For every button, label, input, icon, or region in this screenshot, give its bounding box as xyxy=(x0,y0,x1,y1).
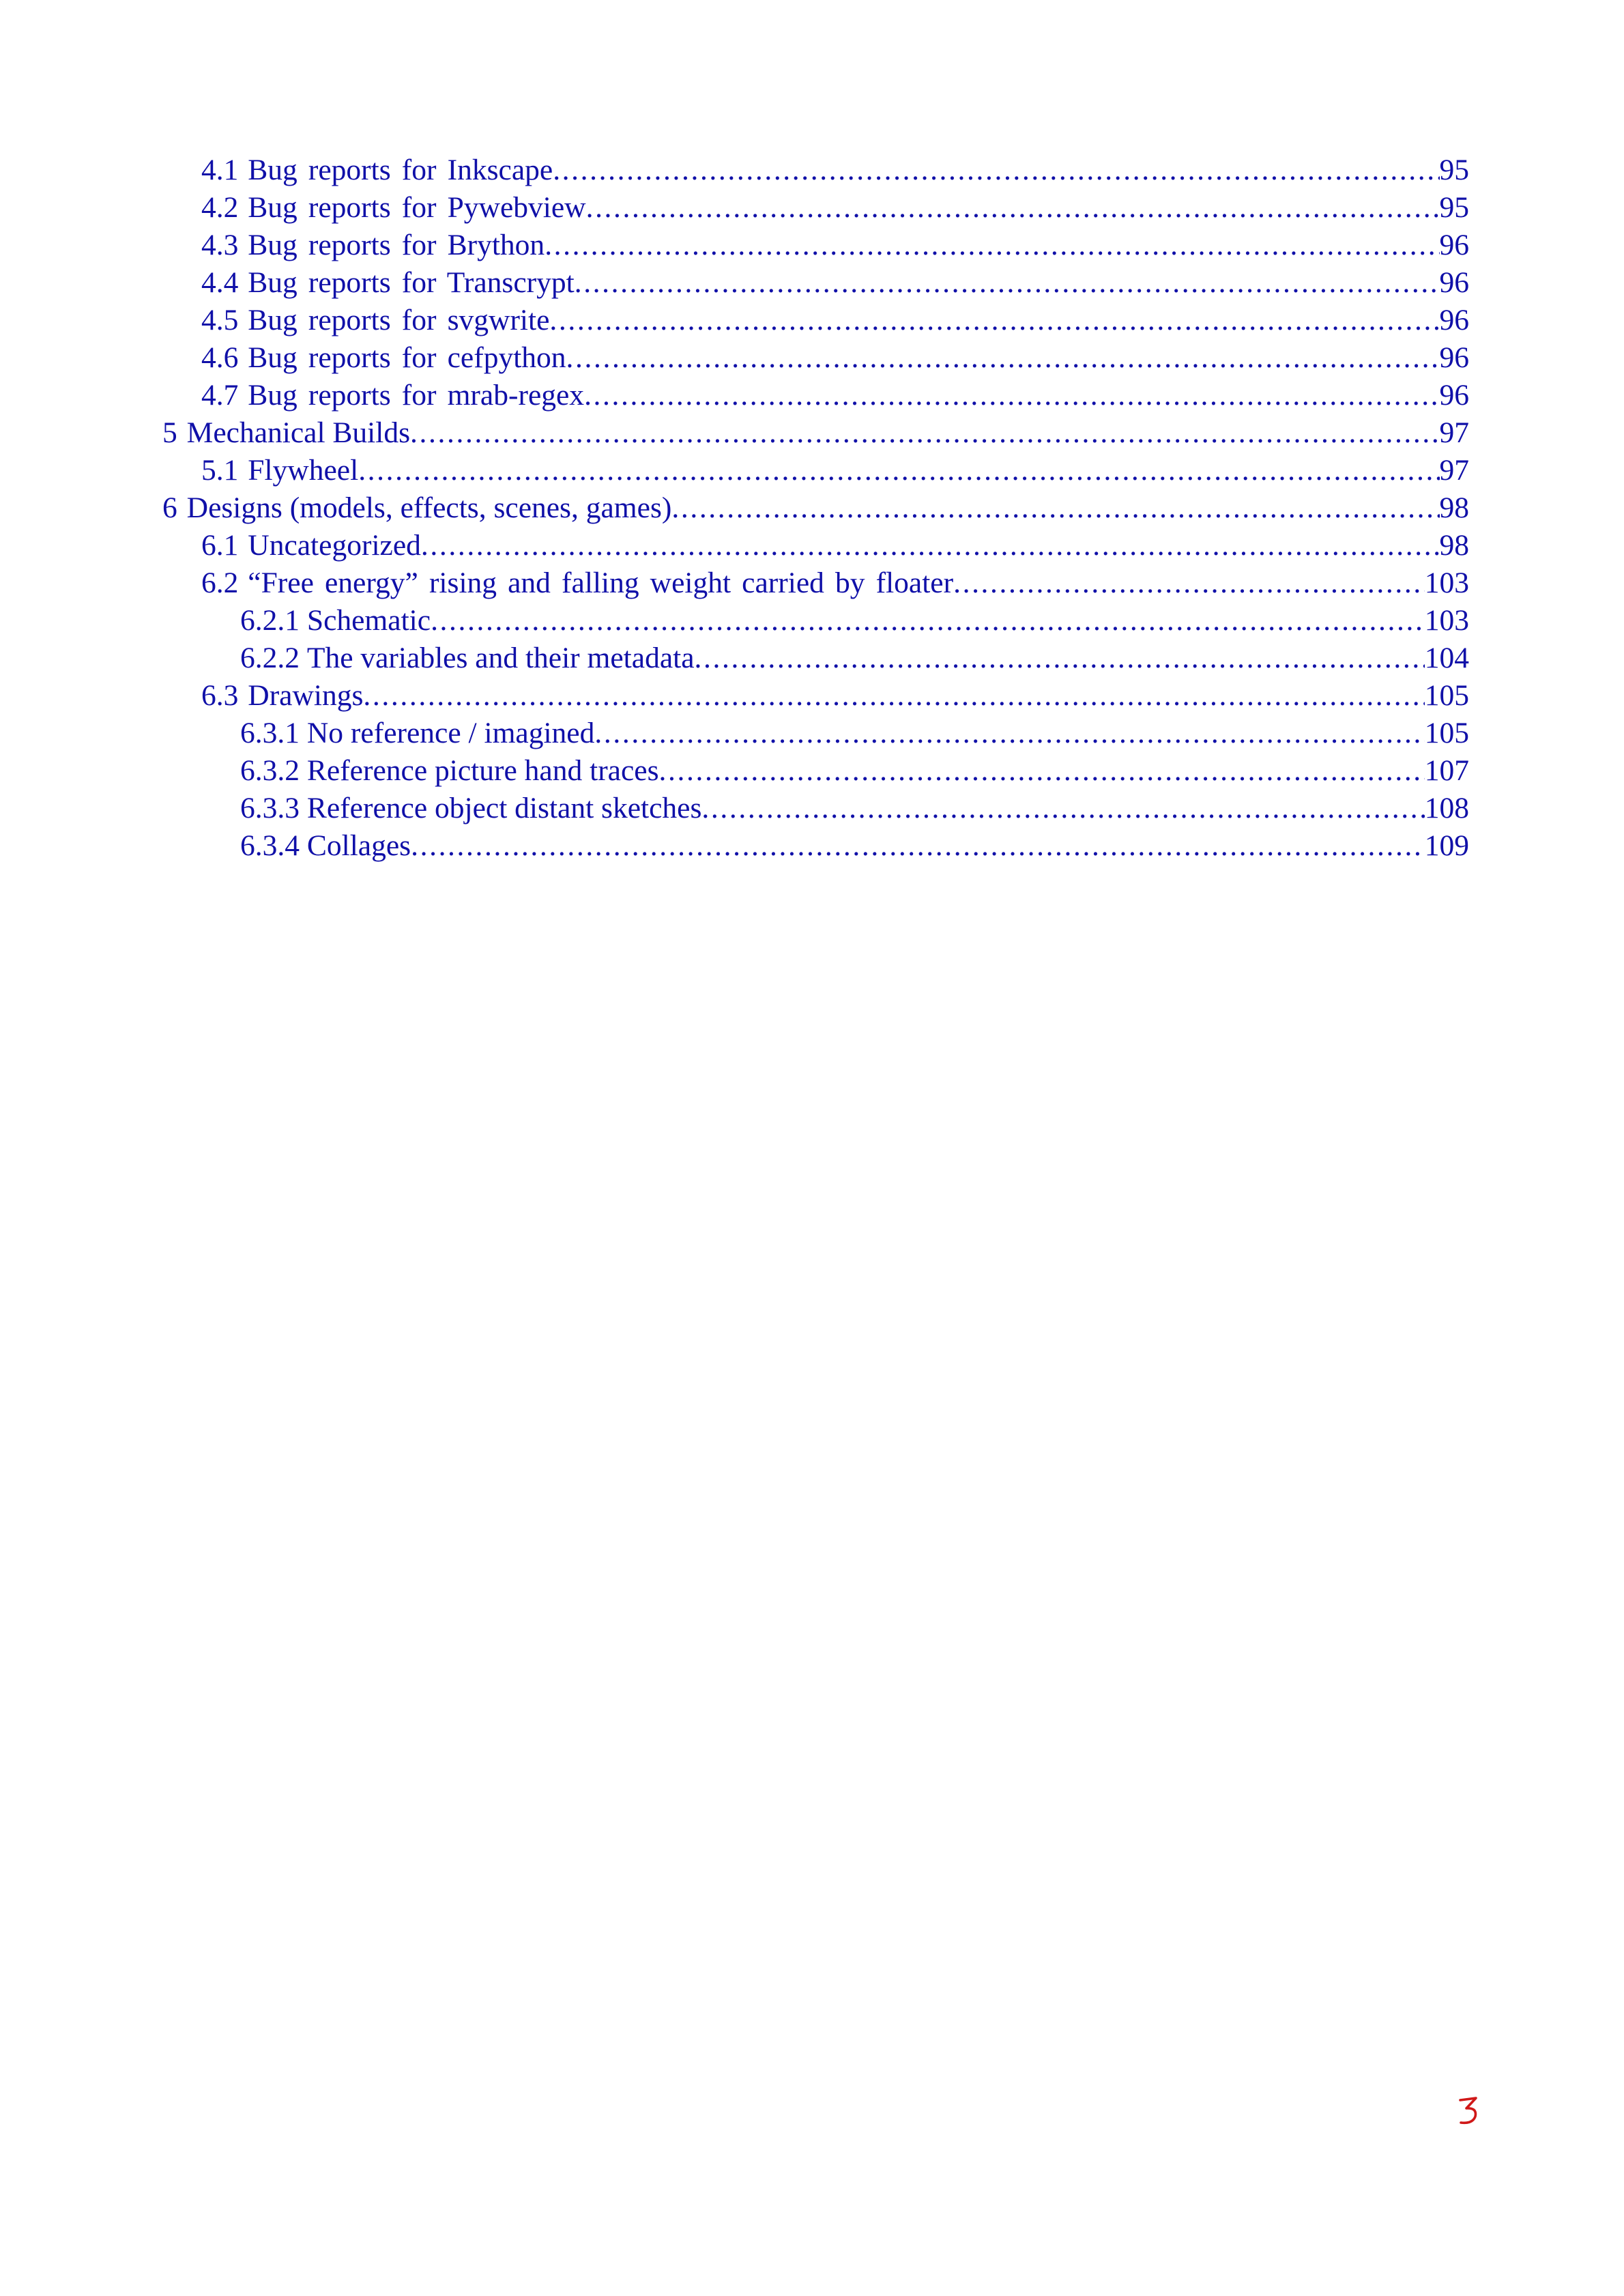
toc-dot-leader xyxy=(659,752,1425,790)
toc-dot-leader xyxy=(584,377,1439,414)
toc-dot-leader xyxy=(701,790,1424,827)
toc-entry-title: Bug reports for mrab-regex xyxy=(248,379,585,412)
toc-entry[interactable] xyxy=(201,302,1469,339)
toc-entry-title: The variables and their metadata xyxy=(306,642,695,674)
toc-entry[interactable] xyxy=(240,790,1469,827)
toc-entry-number: 6 xyxy=(162,491,177,524)
toc-entry[interactable] xyxy=(240,827,1469,865)
toc-entry-number: 6.3.4 xyxy=(240,829,300,862)
toc-dot-leader xyxy=(363,677,1424,715)
toc-dot-leader xyxy=(421,527,1440,564)
toc-entry-number: 6.2.2 xyxy=(240,642,300,674)
toc-dot-leader xyxy=(953,564,1425,602)
toc-entry-page: 96 xyxy=(1439,266,1469,299)
toc-entry-title: Uncategorized xyxy=(248,529,421,562)
toc-entry-title: Collages xyxy=(306,829,411,862)
toc-entry-title: Bug reports for Transcrypt xyxy=(248,266,575,299)
toc-dot-leader xyxy=(431,602,1425,640)
toc-dot-leader xyxy=(575,264,1440,302)
toc-entry[interactable] xyxy=(201,452,1469,489)
toc-entry-page: 98 xyxy=(1439,529,1469,562)
toc-entry-title: Reference picture hand traces xyxy=(306,754,659,787)
toc-entry[interactable] xyxy=(201,189,1469,227)
toc-entry-page: 96 xyxy=(1439,304,1469,336)
toc-entry[interactable] xyxy=(201,152,1469,189)
toc-entry-title: Schematic xyxy=(306,604,431,637)
toc-entry-title: Drawings xyxy=(248,679,364,712)
toc-entry-number: 4.4 xyxy=(201,266,239,299)
toc-entry-number: 4.1 xyxy=(201,154,239,186)
toc-entry-title: Flywheel xyxy=(248,454,359,487)
toc-dot-leader xyxy=(358,452,1439,489)
toc-entry-number: 4.2 xyxy=(201,191,239,224)
toc-entry-page: 96 xyxy=(1439,341,1469,374)
toc-entry-number: 6.1 xyxy=(201,529,239,562)
toc-entry[interactable] xyxy=(162,414,1469,452)
toc-dot-leader xyxy=(586,189,1440,227)
toc-entry-page: 103 xyxy=(1424,604,1469,637)
toc-entry-page: 96 xyxy=(1439,379,1469,412)
toc-dot-leader xyxy=(695,640,1425,677)
toc-entry[interactable] xyxy=(240,640,1469,677)
toc-entry-page: 103 xyxy=(1424,566,1469,599)
toc-entry-number: 5 xyxy=(162,416,177,449)
toc-entry-title: Bug reports for Inkscape xyxy=(248,154,553,186)
toc-entry-page: 96 xyxy=(1439,229,1469,261)
toc-entry-number: 6.3.1 xyxy=(240,717,300,749)
toc-entry-title: Reference object distant sketches xyxy=(306,792,702,824)
toc-entry-title: Bug reports for Pywebview xyxy=(248,191,586,224)
toc-entry-number: 6.3.2 xyxy=(240,754,300,787)
toc-entry-page: 104 xyxy=(1424,642,1469,674)
toc-entry[interactable] xyxy=(201,339,1469,377)
toc-entry-title: No reference / imagined xyxy=(306,717,595,749)
toc-entry[interactable] xyxy=(240,715,1469,752)
toc-entry-page: 105 xyxy=(1424,679,1469,712)
toc-entry-number: 4.3 xyxy=(201,229,239,261)
toc-dot-leader xyxy=(566,339,1440,377)
toc-entry-title: Bug reports for svgwrite xyxy=(248,304,550,336)
toc-dot-leader xyxy=(594,715,1424,752)
toc-entry-number: 6.2.1 xyxy=(240,604,300,637)
toc-entry-number: 4.5 xyxy=(201,304,239,336)
toc-entry-title: Mechanical Builds xyxy=(186,416,411,449)
toc-entry[interactable] xyxy=(201,377,1469,414)
toc-entry-page: 95 xyxy=(1439,154,1469,186)
toc-entry-number: 6.3.3 xyxy=(240,792,300,824)
toc-dot-leader xyxy=(411,827,1425,865)
toc-dot-leader xyxy=(410,414,1439,452)
page-number-3 xyxy=(1455,2094,1482,2128)
toc-entry-title: Bug reports for cefpython xyxy=(248,341,566,374)
toc-entry-number: 6.2 xyxy=(201,566,239,599)
toc-dot-leader xyxy=(671,489,1439,527)
toc-entry-number: 6.3 xyxy=(201,679,239,712)
toc-entry[interactable] xyxy=(240,602,1469,640)
toc-entry[interactable] xyxy=(162,489,1469,527)
toc-entry-page: 98 xyxy=(1439,491,1469,524)
toc-entry-title: “Free energy” rising and falling weight carried by floater xyxy=(248,566,954,599)
toc-entry-page: 95 xyxy=(1439,191,1469,224)
toc-dot-leader xyxy=(549,302,1439,339)
toc-entry-title: Bug reports for Brython xyxy=(248,229,545,261)
toc-entry-page: 105 xyxy=(1424,717,1469,749)
toc-entry-page: 97 xyxy=(1439,454,1469,487)
toc-entry-page: 97 xyxy=(1439,416,1469,449)
toc-entry-page: 108 xyxy=(1424,792,1469,824)
toc-entry[interactable] xyxy=(201,677,1469,715)
toc-dot-leader xyxy=(553,152,1439,189)
toc-entry-number: 4.7 xyxy=(201,379,239,412)
toc-entry-number: 4.6 xyxy=(201,341,239,374)
toc-entry-title: Designs (models, effects, scenes, games) xyxy=(186,491,672,524)
toc-entry[interactable] xyxy=(201,264,1469,302)
toc-entry-page: 107 xyxy=(1424,754,1469,787)
toc-entry[interactable] xyxy=(201,227,1469,264)
toc-entry-number: 5.1 xyxy=(201,454,239,487)
toc-entry[interactable] xyxy=(240,752,1469,790)
toc-dot-leader xyxy=(545,227,1439,264)
toc-entry[interactable] xyxy=(201,564,1469,602)
toc-entry[interactable] xyxy=(201,527,1469,564)
toc-entry-page: 109 xyxy=(1424,829,1469,862)
